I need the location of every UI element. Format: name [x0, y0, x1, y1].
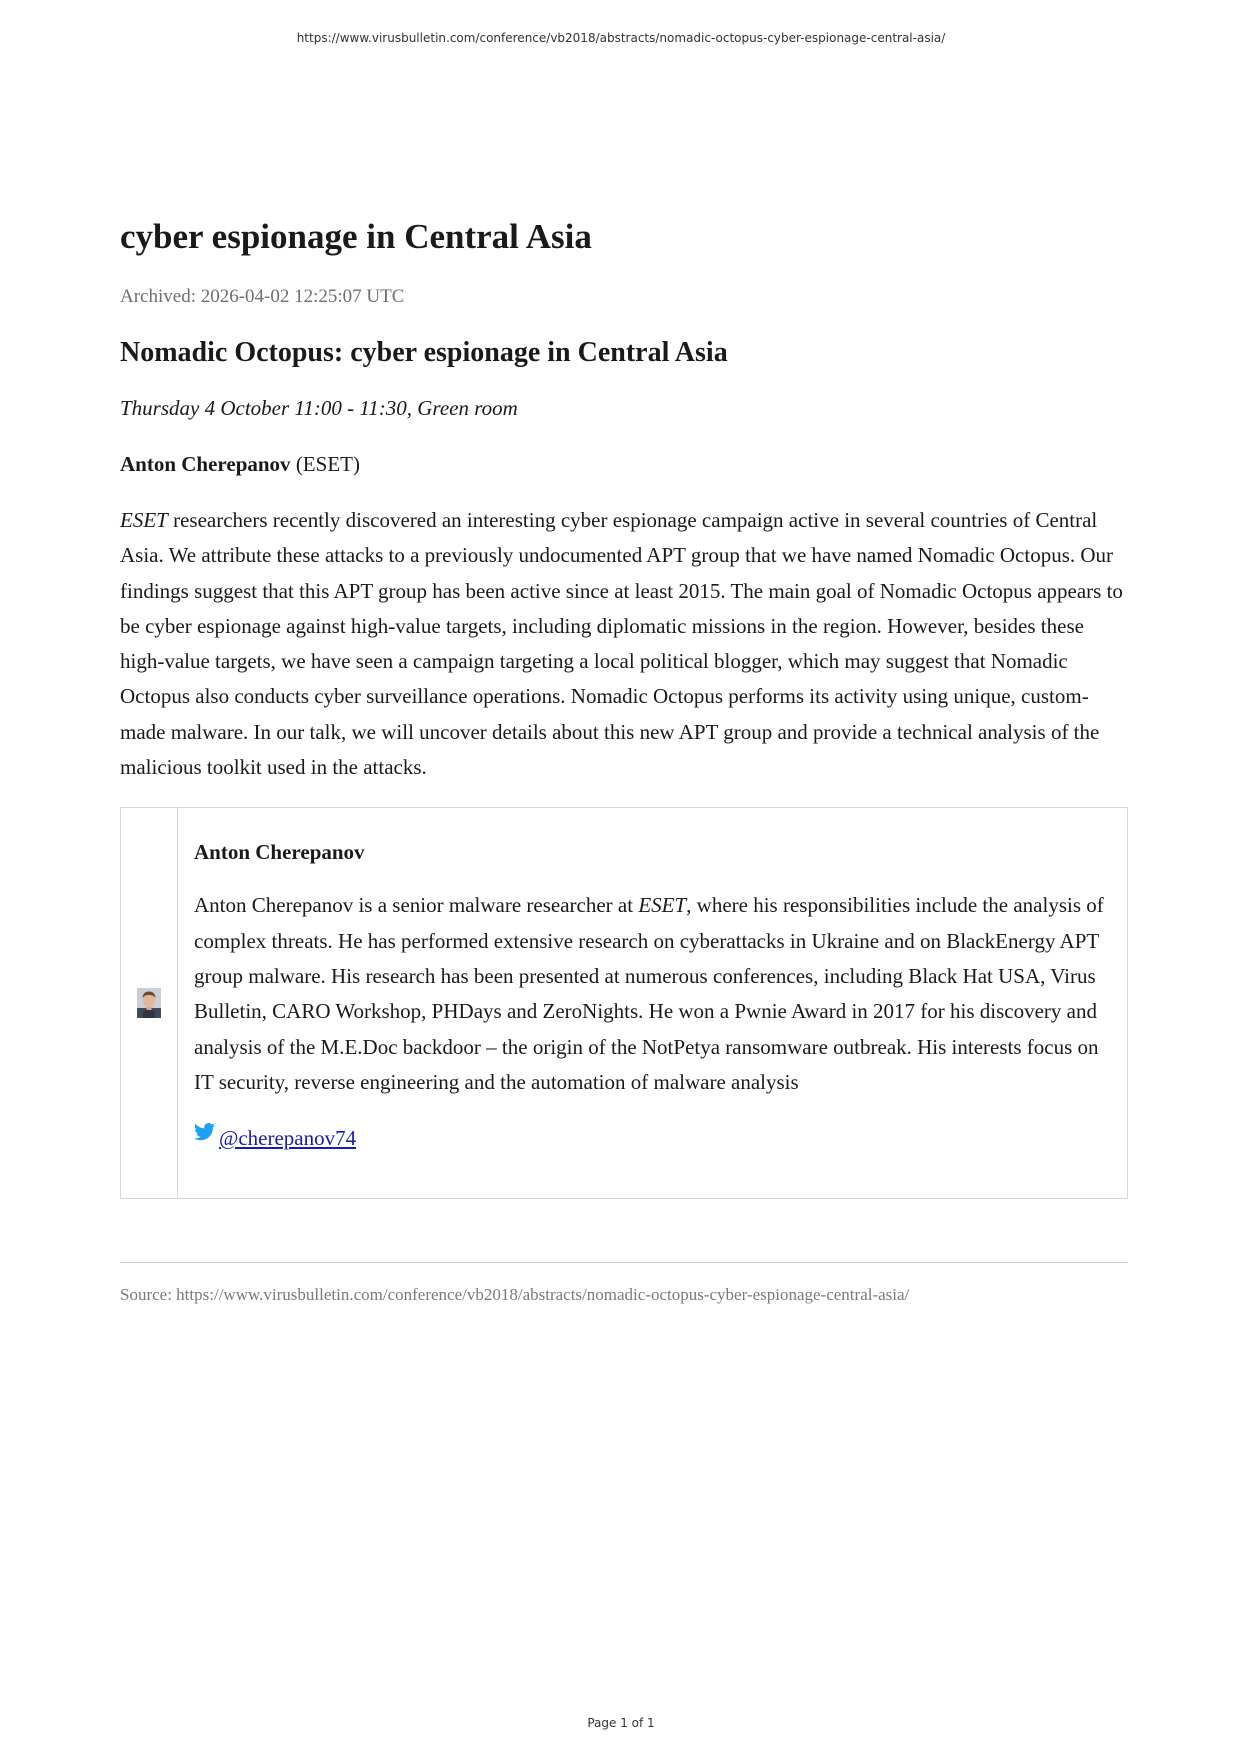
talk-schedule: Thursday 4 October 11:00 - 11:30, Green room [120, 396, 518, 420]
bio-text-end: , where his responsibilities include the analysis of complex threats. He has performed extensive research on cyberattacks in Ukraine and on BlackEnergy APT group malware. His research has been presented at numerous conferences, including Black Hat USA, Virus Bulletin, CARO Workshop, PHDays and ZeroNights. He won a Pwnie Award in 2017 for his discovery and analysis of the M.E.Doc backdoor – the origin of the NotPetya ransomware outbreak. His interests focus on IT security, reverse engineering and the automation of malware analysis [194, 893, 1104, 1094]
twitter-handle-link[interactable]: @cherepanov74 [219, 1126, 357, 1151]
print-header-url: https://www.virusbulletin.com/conference/vb2018/abstracts/nomadic-octopus-cyber-espionage-central-asia/ [296, 31, 946, 45]
abstract-company: ESET [120, 508, 168, 532]
page-number: Page 1 of 1 [587, 1716, 655, 1730]
bio-photo-cell [121, 808, 178, 1198]
source-url: Source: https://www.virusbulletin.com/conference/vb2018/abstracts/nomadic-octopus-cyber-espionage-central-asia/ [120, 1285, 910, 1305]
speaker-line [120, 450, 1130, 478]
page-title: cyber espionage in Central Asia [120, 217, 592, 256]
archived-timestamp: Archived: 2026-04-02 12:25:07 UTC [120, 286, 405, 307]
avatar [137, 988, 161, 1018]
bio-text-start: Anton Cherepanov is a senior malware researcher at [194, 893, 639, 918]
bio-company: ESET [638, 893, 687, 918]
speaker-org: (ESET) [290, 452, 360, 476]
abstract-text: researchers recently discovered an interesting cyber espionage campaign active in several countries of Central Asia. We attribute these attacks to a previously undocumented APT group that we have named Nomadic Octopus. Our findings suggest that this APT group has been active since at least 2015. The main goal of Nomadic Octopus appears to be cyber espionage against high-value targets, including diplomatic missions in the region. However, besides these high-value targets, we have seen a campaign targeting a local political blogger, which may suggest that Nomadic Octopus also conducts cyber surveillance operations. Nomadic Octopus performs its activity using unique, custom-made malware. In our talk, we will uncover details about this new APT group and provide a technical analysis of the malicious toolkit used in the attacks. [120, 508, 1123, 780]
bio-text [194, 888, 1111, 1100]
twitter-bird-icon [194, 1121, 216, 1143]
document-content [120, 210, 1130, 1307]
abstract-paragraph [120, 503, 1130, 785]
bio-name: Anton Cherepanov [194, 840, 365, 865]
bio-text-cell [178, 808, 1127, 1198]
speaker-name: Anton Cherepanov [120, 452, 291, 476]
talk-title: Nomadic Octopus: cyber espionage in Central Asia [120, 337, 728, 368]
footer-divider [120, 1262, 1128, 1263]
speaker-bio-box [120, 807, 1128, 1199]
twitter-row [194, 1124, 1111, 1152]
